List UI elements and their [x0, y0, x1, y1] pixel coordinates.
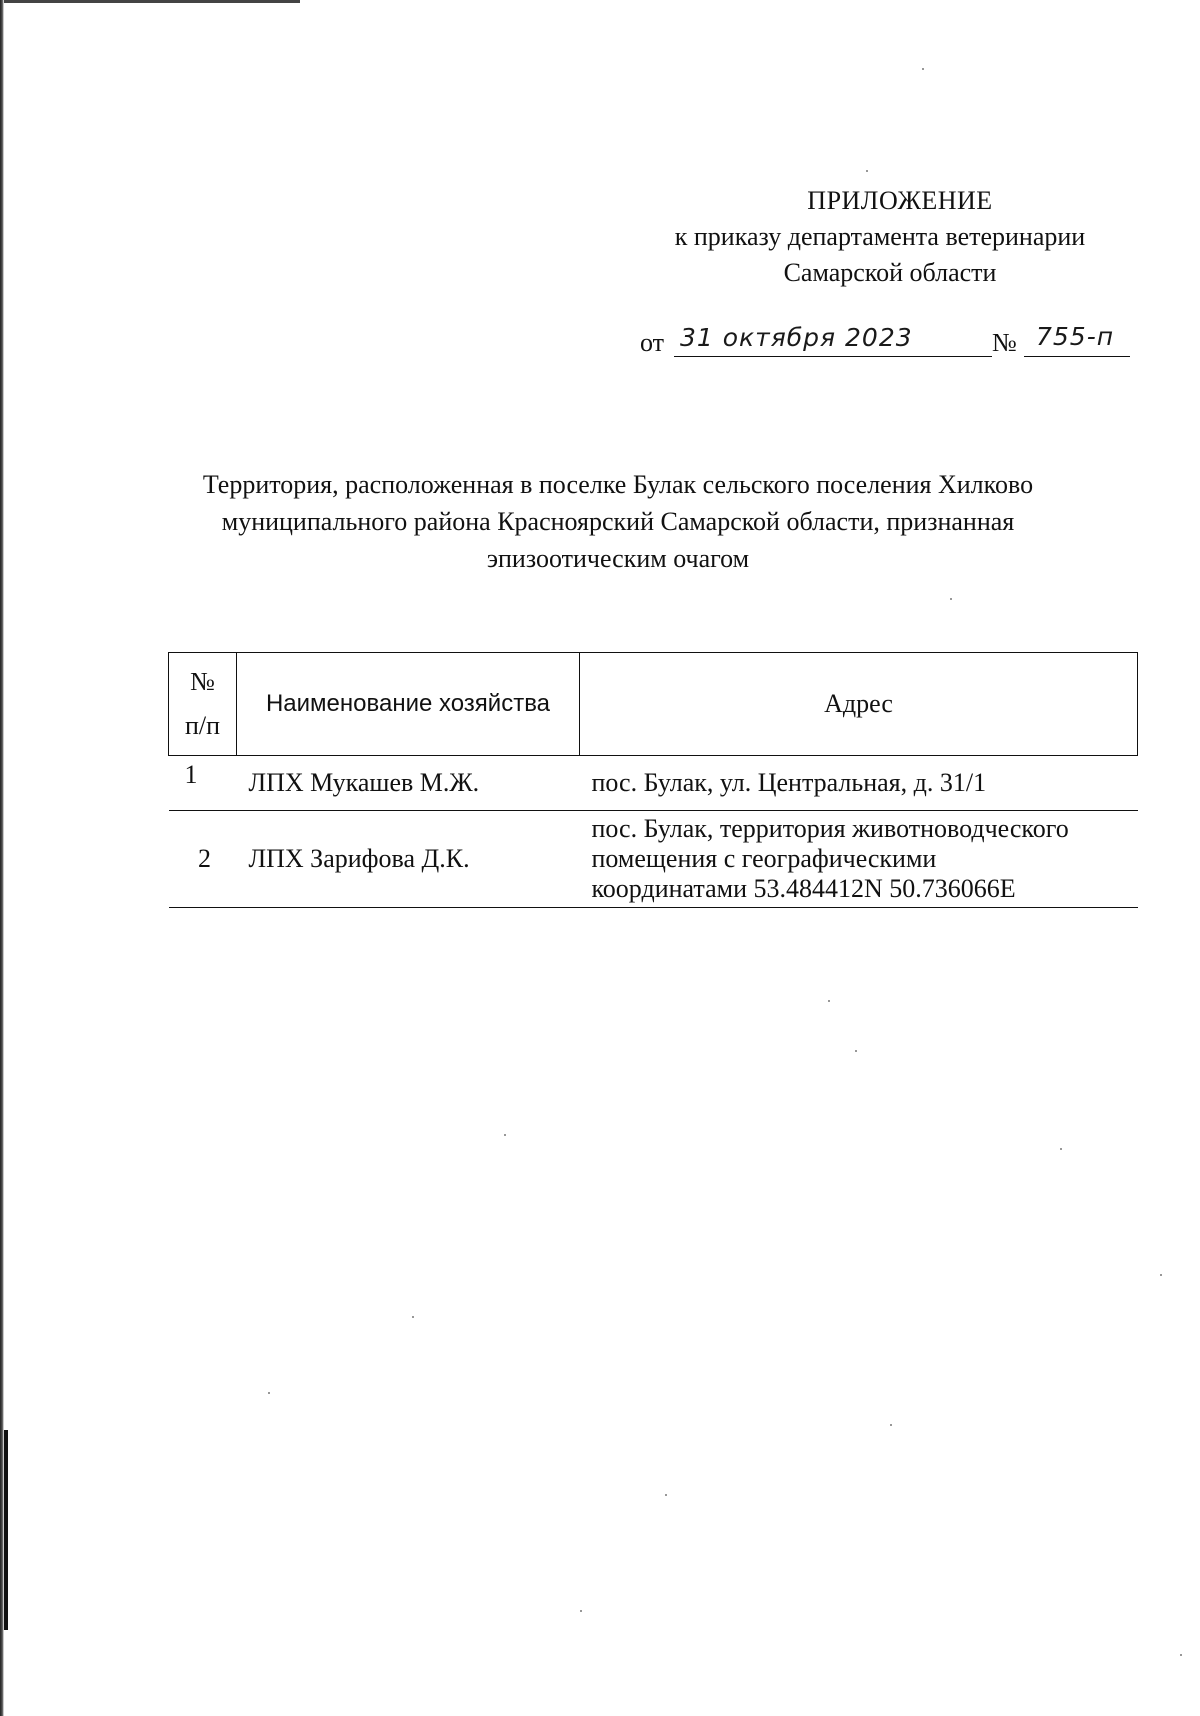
scan-speck: [1180, 1654, 1182, 1656]
address-line: пос. Булак, ул. Центральная, д. 31/1: [591, 768, 987, 797]
scan-edge-left-mark: [4, 1430, 8, 1630]
table-header-row: [169, 653, 1138, 756]
row-number: 1: [169, 756, 237, 811]
order-number-label: №: [992, 328, 1017, 357]
order-date-handwritten: 31 октября 2023: [680, 323, 913, 352]
appendix-block: [630, 183, 1130, 291]
order-date-number-line: [640, 322, 1132, 362]
heading-line-1: Территория, расположенная в поселке Булак сельского поселения Хилково: [202, 470, 1034, 499]
scan-edge-top: [0, 0, 300, 3]
farms-table: [168, 652, 1138, 908]
document-heading: [150, 466, 1086, 577]
farm-address: [580, 756, 1138, 811]
farm-name: ЛПХ Мукашев М.Ж.: [237, 756, 580, 811]
heading-line-2: муниципального района Красноярский Самарской области, признанная: [221, 507, 1015, 536]
scan-speck: [950, 598, 952, 600]
appendix-order-reference: к приказу департамента ветеринарии: [674, 222, 1086, 251]
column-header-number: [169, 653, 237, 756]
address-line: помещения с географическими: [591, 844, 937, 873]
scan-speck: [268, 1392, 270, 1394]
table-row: [169, 756, 1138, 811]
order-from-label: от: [640, 328, 665, 357]
address-line: координатами 53.484412N 50.736066E: [591, 874, 1016, 903]
scan-speck: [866, 170, 868, 172]
column-header-number-sign: №: [190, 667, 215, 696]
row-number: 2: [169, 811, 237, 908]
farm-address: [580, 811, 1138, 908]
column-header-number-pp: п/п: [184, 711, 221, 740]
order-number-field: [1024, 322, 1130, 357]
scan-speck: [1060, 1148, 1062, 1150]
address-line: пос. Булак, территория животноводческого: [591, 814, 1069, 843]
scan-speck: [412, 1316, 414, 1318]
scan-speck: [828, 1000, 830, 1002]
scan-speck: [922, 68, 924, 70]
order-number-handwritten: 755-п: [1036, 322, 1115, 351]
table-row: [169, 811, 1138, 908]
appendix-title: ПРИЛОЖЕНИЕ: [807, 186, 993, 215]
farm-name: ЛПХ Зарифова Д.К.: [237, 811, 580, 908]
scan-speck: [1160, 1274, 1162, 1276]
column-header-name: Наименование хозяйства: [237, 653, 580, 756]
appendix-region: Самарской области: [783, 258, 997, 287]
scan-speck: [890, 1424, 892, 1426]
heading-line-3: эпизоотическим очагом: [486, 544, 750, 573]
scan-speck: [855, 1050, 857, 1052]
scan-speck: [665, 1494, 667, 1496]
scan-speck: [504, 1134, 506, 1136]
column-header-address: Адрес: [580, 653, 1138, 756]
scan-speck: [580, 1610, 582, 1612]
order-date-field: [674, 322, 992, 357]
